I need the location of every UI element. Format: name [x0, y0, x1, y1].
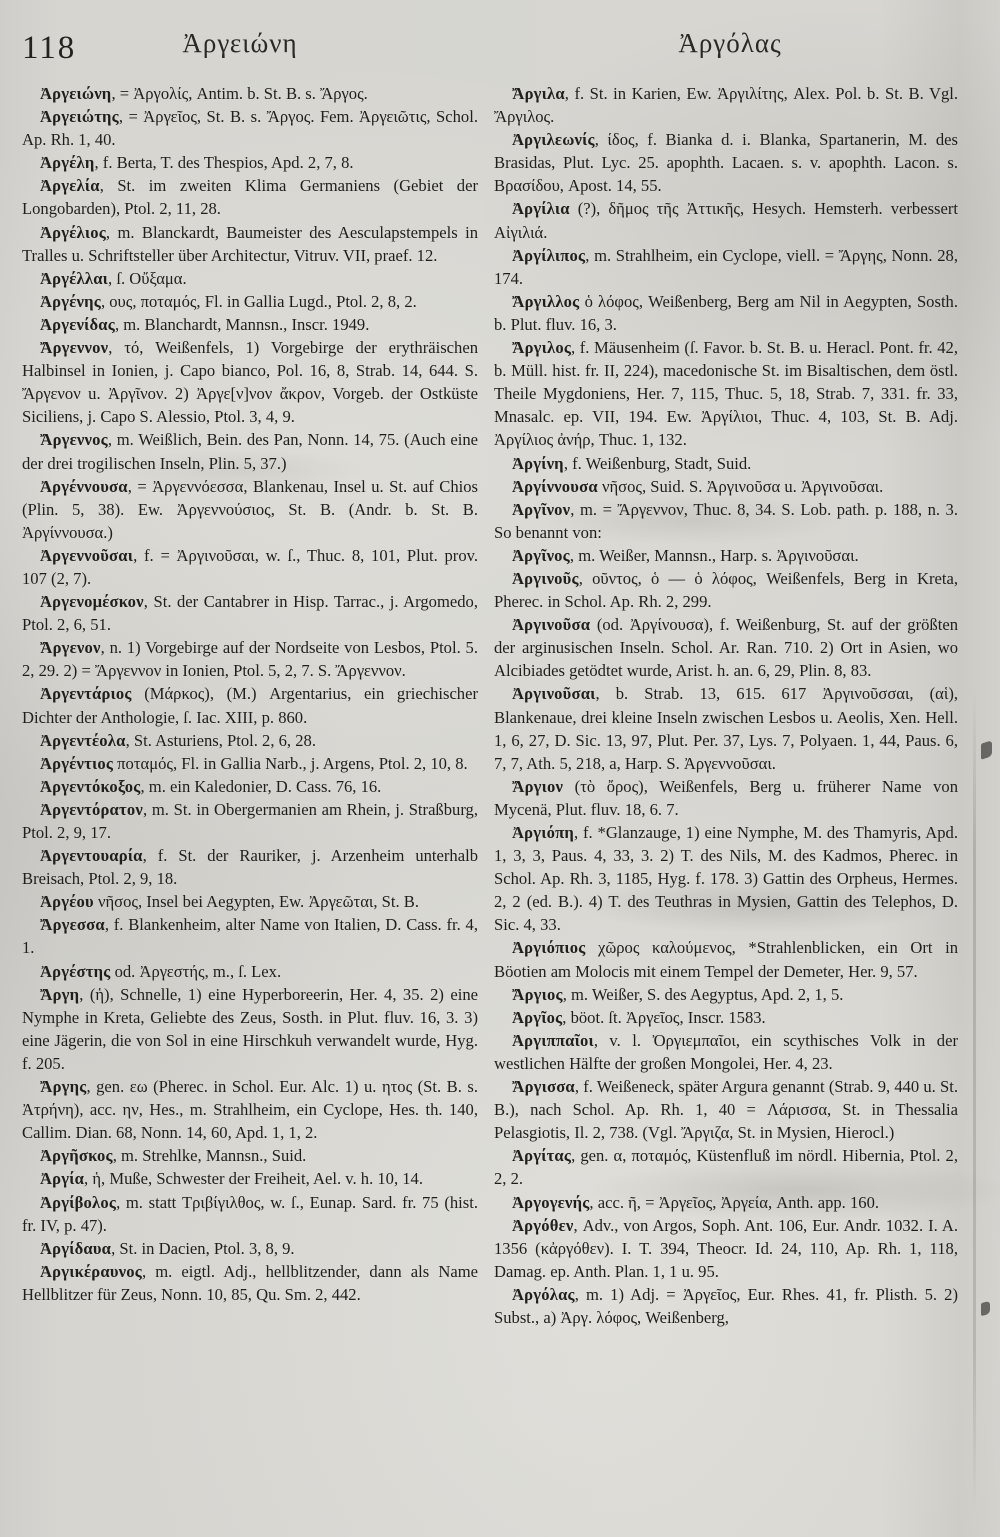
entry-body: νῆσος, Insel bei Aegypten, Ew. Ἀργεῶται, St. B.	[93, 892, 420, 912]
entry-body: , b. Strab. 13, 615. 617 Ἀργινοῦσσαι, (αἱ), Blankenaue, drei kleine Inseln zwischen Lesbos u. Aeolis, Xen. Hell. 1, 6, 27, D. Sic. 13, 97, Plut. Per. 37, Lys. 7, Polyaen. 1, 44, Paus. 6, 7, 7, Ath. 5, 218, a, Harp. S. Ἀργεννοῦσαι.	[494, 684, 958, 773]
entry-body: , St. in Dacien, Ptol. 3, 8, 9.	[111, 1238, 295, 1258]
entry-headword: Ἀργεντόρατον	[40, 799, 143, 819]
entry-headword: Ἀργειώτης	[40, 107, 119, 127]
dictionary-entry	[22, 1191, 478, 1237]
dictionary-entry	[22, 105, 478, 151]
dictionary-entry	[22, 1260, 478, 1306]
entry-headword: Ἀργόθεν	[512, 1215, 574, 1235]
entry-body: (od. Ἀργίνουσα), f. Weißenburg, St. auf der größten der arginusischen Inseln. Schol. Ar. Ran. 710. 2) Ort in Asien, wo Alcibiades getödtet wurde, Arist. h. an. 6, 29, Plin. 8, 83.	[494, 615, 958, 681]
entry-body: , m. Blanchardt, Mannsn., Inscr. 1949.	[114, 314, 370, 334]
entry-headword: Ἄργισσα	[512, 1077, 575, 1097]
entry-headword: Ἄργενον	[40, 638, 101, 658]
entry-body: , m. Strahlheim, ein Cyclope, viell. = Ἄργης, Nonn. 28, 174.	[494, 245, 958, 288]
dictionary-entry	[494, 452, 958, 475]
entry-headword: Ἀργίλιπος	[512, 245, 586, 265]
dictionary-entry	[494, 1029, 958, 1075]
entry-headword: Ἄργης	[40, 1077, 87, 1097]
dictionary-entry	[494, 1191, 958, 1214]
dictionary-entry	[494, 775, 958, 821]
dictionary-entry	[22, 174, 478, 220]
entry-body: , m. Weißer, Mannsn., Harp. s. Ἀργινοῦσαι.	[569, 545, 859, 565]
entry-body: , f. Mäusenheim (ſ. Favor. b. St. B. u. Heracl. Pont. fr. 42, b. Müll. hist. fr. II, 224), macedonische St. im Bisaltischen, dem östl. Theile Mygdoniens, Her. 7, 115, Thuc. 5, 18, Strab. 7, 331. fr. 33, Mnasalc. ep. VII, 194. Ew. Ἀργίλιοι, Thuc. 4, 103, St. B. Adj. Ἀργίλιος ἀνήρ, Thuc. 1, 132.	[494, 338, 958, 450]
dictionary-entry	[494, 475, 958, 498]
entry-headword: Ἀργῖνον	[512, 499, 571, 519]
dictionary-entry	[494, 1006, 958, 1029]
entry-headword: Ἀργενίδας	[40, 314, 115, 334]
entry-body: , m. statt Τριβίγιλθος, w. ſ., Eunap. Sard. fr. 75 (hist. fr. IV, p. 47).	[22, 1192, 478, 1235]
dictionary-entry	[494, 336, 958, 451]
entry-body: , St. Asturiens, Ptol. 2, 6, 28.	[125, 730, 316, 750]
entry-body: , gen. εω (Pherec. in Schol. Eur. Alc. 1) u. ητος (St. B. s. Ἀτρήνη), acc. ην, Hes., m. Strahlheim, ein Cyclope, Hes. th. 140, Callim. Dian. 68, Nonn. 14, 60, Apd. 1, 1, 2.	[22, 1077, 478, 1143]
entry-headword: Ἄργιλα	[512, 84, 565, 103]
entry-headword: Ἄργιον	[512, 776, 564, 796]
dictionary-entry	[22, 636, 478, 682]
entry-headword: Ἀργεντάριος	[40, 684, 132, 704]
entry-body: , m. Strehlke, Mannsn., Suid.	[112, 1146, 307, 1166]
entry-body: χῶρος καλούμενος, *Strahlenblicken, ein Ort in Böotien am Molocis mit einem Tempel der Demeter, Her. 9, 57.	[494, 938, 958, 981]
entry-headword: Ἀργέου	[40, 892, 94, 912]
dictionary-entry	[22, 798, 478, 844]
entry-headword: Ἀργογενής	[512, 1192, 590, 1212]
dictionary-entry	[22, 729, 478, 752]
entry-body: νῆσος, Suid. S. Ἀργινοῦσα u. Ἀργινοῦσαι.	[597, 476, 884, 496]
entry-headword: Ἀργεντόκοξος	[40, 776, 141, 796]
dictionary-entry	[22, 844, 478, 890]
dictionary-entry	[494, 82, 958, 128]
entry-headword: Ἀργικέραυνος	[40, 1261, 142, 1281]
entry-headword: Ἀργεντέολα	[40, 730, 126, 750]
entry-body: , v. l. Ὀργιεμπαῖοι, ein scythisches Volk in der westlichen Hälfte der großen Mongolei, Her. 4, 23.	[494, 1030, 958, 1073]
column-left	[22, 82, 478, 1306]
entry-headword: Ἀργίνη	[512, 453, 564, 473]
entry-body: , οῦντος, ὁ — ὁ λόφος, Weißenfels, Berg in Kreta, Pherec. in Schol. Ap. Rh. 2, 299.	[494, 568, 958, 612]
entry-body: , m. St. in Obergermanien am Rhein, j. Straßburg, Ptol. 2, 9, 17.	[22, 799, 478, 842]
scan-artifact-mark	[981, 740, 992, 760]
entry-headword: Ἀργίβολος	[40, 1192, 117, 1212]
entry-body: , St. im zweiten Klima Germaniens (Gebiet der Longobarden), Ptol. 2, 11, 28.	[22, 176, 478, 219]
entry-body: , m. Blanckardt, Baumeister des Aesculapstempels in Tralles u. Schriftsteller über Architectur, Vitruv. VII, praef. 12.	[22, 222, 478, 265]
entry-body: , m. 1) Adj. = Ἀργεῖος, Eur. Rhes. 41, fr. Plisth. 5. 2) Subst., a) Ἀργ. λόφος, Weißenberg,	[494, 1284, 958, 1327]
page-number: 118	[22, 30, 77, 66]
entry-headword: Ἀργέντιος	[40, 753, 114, 773]
entry-headword: Ἀργίδαυα	[40, 1238, 112, 1258]
dictionary-entry	[494, 244, 958, 290]
entry-headword: Ἀργίλια	[512, 199, 570, 219]
dictionary-entry	[22, 682, 478, 728]
entry-body: ποταμός, Fl. in Gallia Narb., j. Argens, Ptol. 2, 10, 8.	[113, 753, 468, 773]
entry-headword: Ἀργιππαῖοι	[512, 1030, 594, 1050]
entry-body: , m. = Ἄργεννον, Thuc. 8, 34. S. Lob. path. p. 188, n. 3. So benannt von:	[494, 499, 958, 542]
dictionary-entry	[22, 313, 478, 336]
column-right	[494, 82, 958, 1329]
entry-headword: Ἀργινοῦσα	[512, 615, 591, 635]
entry-headword: Ἄργεννον	[40, 338, 109, 358]
dictionary-entry	[494, 821, 958, 936]
entry-body: (Μάρκος), (M.) Argentarius, ein griechischer Dichter der Anthologie, ſ. Iac. XIII, p. 860.	[22, 684, 478, 727]
entry-headword: Ἀργέννουσα	[40, 476, 128, 496]
dictionary-entry	[22, 336, 478, 428]
running-header-right: Ἀργόλας	[678, 28, 782, 58]
entry-headword: Ἀργῖος	[512, 1007, 563, 1027]
entry-body: , f. St. in Karien, Ew. Ἀργιλίτης, Alex. Pol. b. St. B. Vgl. Ἄργιλος.	[494, 84, 958, 127]
entry-headword: Ἀργέλιος	[40, 222, 106, 242]
entry-headword: Ἀργέστης	[40, 961, 111, 981]
entry-headword: Ἄργιλλος	[512, 291, 580, 311]
entry-body: , = Ἀργεννόεσσα, Blankenau, Insel u. St. auf Chios (Plin. 5, 38). Ew. Ἀργεννούσιος, St. B. (Andr. b. St. B. Ἀργίννουσα.)	[22, 476, 478, 542]
dictionary-entry	[22, 544, 478, 590]
entry-headword: Ἀργένης	[40, 291, 101, 311]
entry-body: , = Ἀργολίς, Antim. b. St. B. s. Ἄργος.	[111, 84, 368, 103]
entry-body: (τὸ ὄρος), Weißenfels, Berg u. früherer Name von Mycenä, Plut. fluv. 18, 6. 7.	[494, 776, 958, 819]
entry-headword: Ἀργία	[40, 1169, 85, 1189]
entry-headword: Ἀργειώνη	[40, 84, 112, 103]
entry-headword: Ἀργελία	[40, 176, 100, 196]
dictionary-entry	[22, 775, 478, 798]
entry-headword: Ἀργέλλαι	[40, 268, 109, 288]
running-header-left: Ἀργειώνη	[182, 28, 298, 58]
dictionary-entry	[22, 151, 478, 174]
dictionary-entry	[494, 1144, 958, 1190]
entry-body: , ἡ, Muße, Schwester der Freiheit, Ael. v. h. 10, 14.	[84, 1169, 424, 1189]
dictionary-entry	[22, 890, 478, 913]
dictionary-entry	[494, 983, 958, 1006]
dictionary-entry	[22, 1167, 478, 1190]
dictionary-entry	[494, 682, 958, 774]
scan-artifact-mark	[981, 1301, 990, 1316]
entry-headword: Ἀργενομέσκον	[40, 592, 144, 612]
entry-headword: Ἄργιος	[512, 984, 563, 1004]
entry-body: od. Ἀργεστής, m., ſ. Lex.	[110, 961, 282, 981]
entry-headword: Ἄργιλος	[512, 338, 572, 358]
entry-body: , ſ. Οὔξαμα.	[108, 268, 187, 288]
dictionary-entry	[494, 1283, 958, 1329]
dictionary-entry	[494, 544, 958, 567]
entry-headword: Ἀργιλεωνίς	[512, 130, 595, 150]
entry-headword: Ἀργεννοῦσαι	[40, 545, 134, 565]
dictionary-entry	[22, 983, 478, 1075]
entry-body: , m. ein Kaledonier, D. Cass. 76, 16.	[140, 776, 382, 796]
dictionary-entry	[494, 1075, 958, 1144]
entry-body: , τό, Weißenfels, 1) Vorgebirge der erythräischen Halbinsel in Ionien, j. Capo bianco, Pol. 16, 8, Strab. 14, 644. S. Ἄργενον u. Ἀργῖνον. 2) Ἀργε[ν]νον ἄκρον, Vorgeb. der Ostküste Siciliens, j. Capo S. Alessio, Ptol. 3, 4, 9.	[22, 338, 478, 427]
entry-body: , f. St. der Rauriker, j. Arzenheim unterhalb Breisach, Ptol. 2, 9, 18.	[22, 846, 478, 889]
entry-headword: Ἀργίτας	[512, 1146, 572, 1166]
entry-headword: Ἄργεσσα	[40, 915, 105, 935]
entry-body: , (ἡ), Schnelle, 1) eine Hyperboreerin, Her. 4, 35. 2) eine Nymphe in Kreta, Geliebte des Zeus, Sosth. in Plut. fluv. 16, 3. 3) eine Jägerin, die von Sol in eine Hirschkuh verwandelt wurde, Hyg. f. 205.	[22, 984, 478, 1073]
dictionary-entry	[22, 1075, 478, 1144]
entry-headword: Ἀργέλη	[40, 153, 95, 173]
entry-body: , f. Weißeneck, später Argura genannt (Strab. 9, 440 u. St. B.), nach Schol. Ap. Rh. 1, 40 = Λάρισσα, St. in Thessalia Pelasgiotis, Il. 2, 738. (Vgl. Ἄργιζα, St. in Mysien, Hierocl.)	[494, 1077, 958, 1143]
entry-headword: Ἀργίννουσα	[512, 476, 598, 496]
entry-body: , m. Weißer, S. des Aegyptus, Apd. 2, 1, 5.	[562, 984, 844, 1004]
entry-headword: Ἀργόλας	[512, 1284, 575, 1304]
entry-body: , acc. ῆ, = Ἀργεῖος, Ἀργεία, Anth. app. 160.	[589, 1192, 880, 1212]
entry-body: , Adv., von Argos, Soph. Ant. 106, Eur. Andr. 1032. I. A. 1356 (κἀργόθεν). I. T. 394, Theocr. Id. 24, 110, Ap. Rh. 1, 118, Damag. ep. Anth. Plan. 1, 1 u. 95.	[494, 1215, 958, 1281]
dictionary-entry	[22, 475, 478, 544]
entry-headword: Ἀργιόπη	[512, 823, 574, 842]
entry-body: , f. Blankenheim, alter Name von Italien, D. Cass. fr. 4, 1.	[22, 915, 478, 958]
entry-headword: Ἄργη	[40, 984, 80, 1004]
dictionary-entry	[22, 221, 478, 267]
dictionary-entry	[22, 1144, 478, 1167]
entry-body: , f. *Glanzauge, 1) eine Nymphe, M. des Thamyris, Apd. 1, 3, 3, Paus. 4, 33, 3. 2) T. des Nils, M. des Kadmos, Pherec. in Schol. Ap. Rh. 3, 1185, Hyg. f. 178. 3) Gattin des Orpheus, Hermes. 2, 2 (ed. B.). 4) T. des Teuthras in Mysien, Gattin des Telephos, D. Sic. 4, 33.	[494, 823, 958, 935]
dictionary-entry	[22, 752, 478, 775]
dictionary-entry	[494, 1214, 958, 1283]
entry-body: , f. = Ἀργινοῦσαι, w. ſ., Thuc. 8, 101, Plut. prov. 107 (2, 7).	[22, 545, 478, 588]
entry-headword: Ἀργῖνος	[512, 545, 570, 565]
dictionary-entry	[22, 428, 478, 474]
dictionary-entry	[22, 290, 478, 313]
entry-headword: Ἀργιόπιος	[512, 938, 586, 958]
dictionary-entry	[22, 960, 478, 983]
dictionary-entry	[22, 82, 478, 105]
entry-headword: Ἀργινοῦσαι	[512, 684, 596, 704]
dictionary-entry	[494, 613, 958, 682]
entry-body: , f. Berta, T. des Thespios, Apd. 2, 7, 8.	[94, 153, 354, 173]
dictionary-entry	[494, 498, 958, 544]
dictionary-entry	[494, 567, 958, 613]
entry-headword: Ἄργεννος	[40, 430, 108, 450]
entry-body: , = Ἀργεῖος, St. B. s. Ἄργος. Fem. Ἀργειῶτις, Schol. Ap. Rh. 1, 40.	[22, 107, 478, 150]
entry-body: ὁ λόφος, Weißenberg, Berg am Nil in Aegypten, Sosth. b. Plut. fluv. 16, 3.	[494, 291, 958, 334]
entry-headword: Ἀργινοῦς	[512, 568, 579, 588]
entry-body: , ίδος, f. Bianka d. i. Blanka, Spartanerin, M. des Brasidas, Plut. Lyc. 25. apophth. Lacaen. s. v. apophth. Lacon. s. Βρασίδου, Apost. 14, 55.	[494, 130, 958, 196]
entry-body: , m. Weißlich, Bein. des Pan, Nonn. 14, 75. (Auch eine der drei trogilischen Inseln, Plin. 5, 37.)	[22, 430, 478, 473]
dictionary-entry	[22, 1237, 478, 1260]
entry-body: , böot. ſt. Ἀργεῖος, Inscr. 1583.	[562, 1007, 766, 1027]
dictionary-entry	[494, 197, 958, 243]
entry-body: , gen. α, ποταμός, Küstenfluß im nördl. Hibernia, Ptol. 2, 2, 2.	[494, 1146, 958, 1189]
dictionary-entry	[22, 590, 478, 636]
dictionary-entry	[494, 128, 958, 197]
entry-body: , f. Weißenburg, Stadt, Suid.	[563, 453, 752, 473]
entry-headword: Ἀργῆσκος	[40, 1146, 113, 1166]
entry-body: , n. 1) Vorgebirge auf der Nordseite von Lesbos, Ptol. 5. 2, 29. 2) = Ἄργεννον in Ionien, Ptol. 5, 2, 7. S. Ἄργεννον.	[22, 638, 478, 681]
dictionary-entry	[494, 290, 958, 336]
entry-body: , m. eigtl. Adj., hellblitzender, dann als Name Hellblitzer für Zeus, Nonn. 10, 85, Qu. Sm. 2, 442.	[22, 1261, 478, 1304]
entry-body: (?), δῆμος τῆς Ἀττικῆς, Hesych. Hemsterh. verbessert Αἰγιλιά.	[494, 199, 958, 242]
entry-body: , ους, ποταμός, Fl. in Gallia Lugd., Ptol. 2, 8, 2.	[100, 291, 417, 311]
entry-headword: Ἀργεντουαρία	[40, 846, 143, 866]
dictionary-entry	[22, 913, 478, 959]
dictionary-entry	[494, 936, 958, 982]
entry-body: , St. der Cantabrer in Hisp. Tarrac., j. Argomedo, Ptol. 2, 6, 51.	[22, 592, 478, 635]
dictionary-entry	[22, 267, 478, 290]
